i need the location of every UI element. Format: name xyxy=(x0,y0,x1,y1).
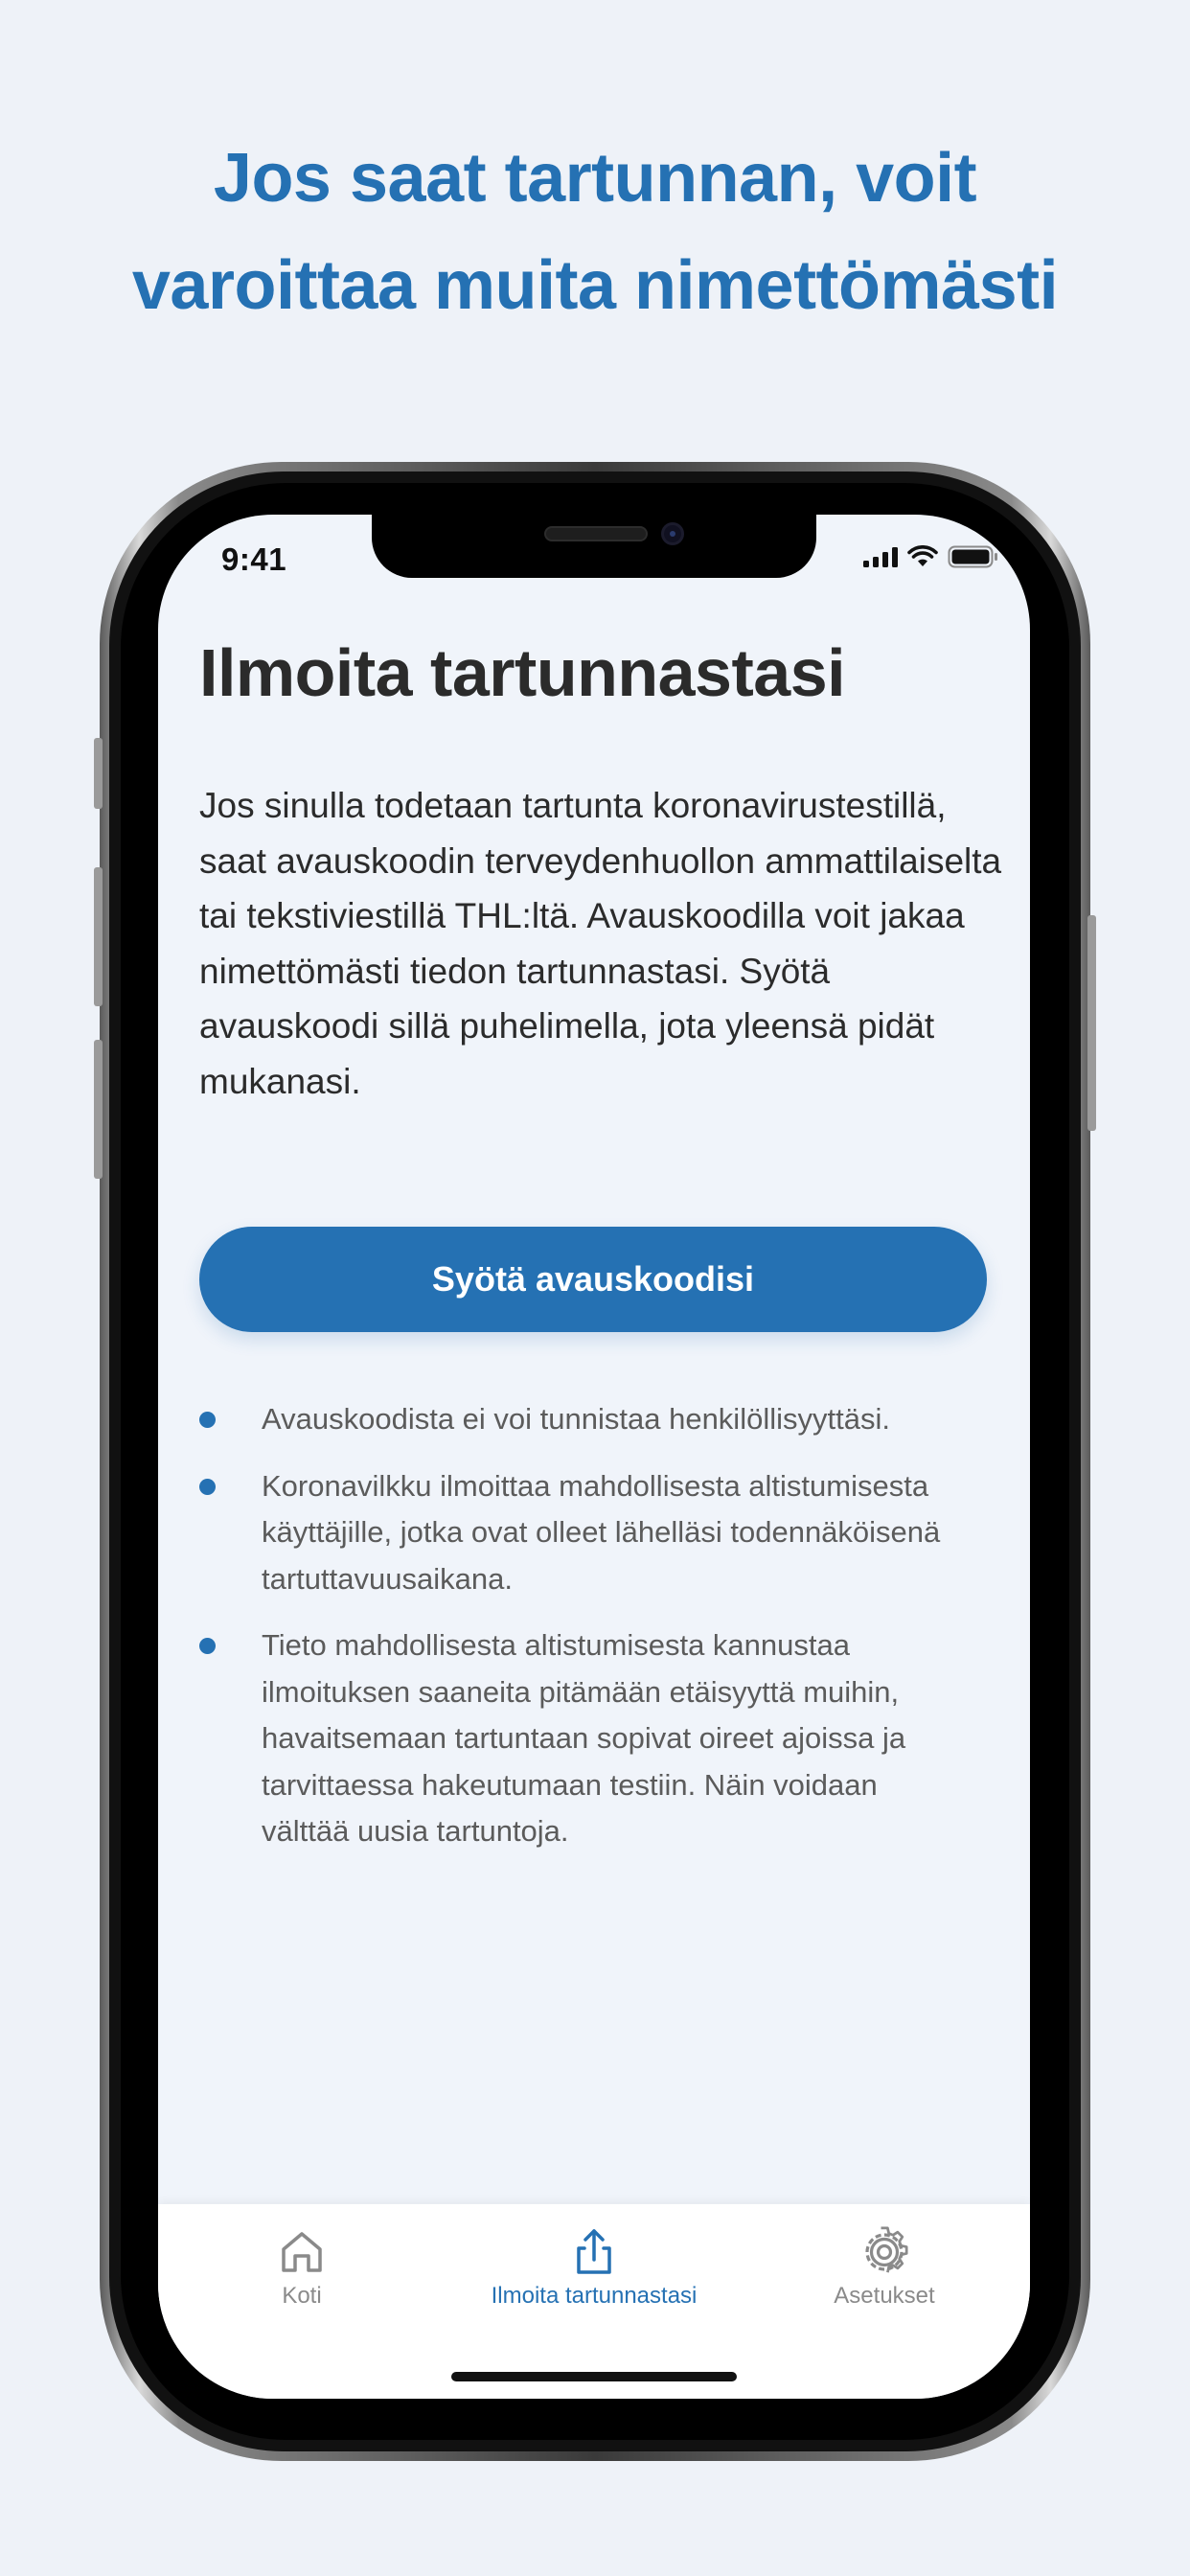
intro-paragraph: Jos sinulla todetaan tartunta koronavirustestillä, saat avauskoodin terveydenhuollon ammattilaiselta tai tekstiviestillä THL:ltä. Avauskoodilla voit jakaa nimettömästi tiedon tartunnastasi. Syötä avauskoodi sillä puhelimella, jota yleensä pidät mukanasi. xyxy=(199,786,1002,1101)
list-item-text: Avauskoodista ei voi tunnistaa henkilöllisyyttäsi. xyxy=(262,1402,890,1436)
enter-code-button[interactable]: Syötä avauskoodisi xyxy=(199,1227,987,1332)
volume-up-button xyxy=(94,867,103,1006)
bullet-dot-icon xyxy=(199,1638,216,1654)
home-icon xyxy=(275,2225,329,2279)
headline-line-1: Jos saat tartunnan, voit xyxy=(213,140,977,217)
bullet-dot-icon xyxy=(199,1479,216,1495)
bullet-dot-icon xyxy=(199,1412,216,1428)
tab-label: Ilmoita tartunnastasi xyxy=(491,2283,698,2309)
list-item xyxy=(199,1622,966,1855)
tab-label: Koti xyxy=(282,2283,322,2309)
tab-home[interactable] xyxy=(158,2225,446,2310)
speaker-grille xyxy=(544,526,648,541)
wifi-icon xyxy=(907,545,938,568)
front-camera xyxy=(661,522,684,545)
list-item xyxy=(199,1463,966,1603)
tab-bar xyxy=(158,2204,1030,2399)
list-item-text: Tieto mahdollisesta altistumisesta kannustaa ilmoituksen saaneita pitämään etäisyyttä muihin, havaitsemaan tartuntaan sopivat oireet ajoissa ja tarvittaessa hakeutumaan testiin. Näin voidaan välttää uusia tartuntoja. xyxy=(262,1628,906,1848)
notch xyxy=(372,515,816,578)
battery-icon xyxy=(948,545,999,568)
marketing-headline xyxy=(0,125,1190,339)
status-time: 9:41 xyxy=(221,541,287,577)
phone-screen xyxy=(158,515,1030,2399)
info-list xyxy=(199,1396,966,1875)
volume-down-button xyxy=(94,1040,103,1179)
status-icons xyxy=(863,545,999,568)
power-button xyxy=(1087,915,1096,1131)
mute-switch xyxy=(94,738,103,809)
headline-line-2: varoittaa muita nimettömästi xyxy=(131,247,1059,324)
list-item-text: Koronavilkku ilmoittaa mahdollisesta altistumisesta käyttäjille, jotka ovat olleet lähelläsi todennäköisenä tartuttavuusaikana. xyxy=(262,1468,941,1596)
list-item xyxy=(199,1396,966,1443)
page-title: Ilmoita tartunnastasi xyxy=(199,635,846,710)
cellular-signal-icon xyxy=(863,546,898,567)
home-indicator[interactable] xyxy=(451,2372,737,2381)
share-upload-icon xyxy=(567,2225,621,2279)
tab-report-infection[interactable] xyxy=(450,2225,738,2310)
tab-label: Asetukset xyxy=(834,2283,935,2309)
gear-icon xyxy=(858,2225,911,2279)
tab-settings[interactable] xyxy=(741,2225,1028,2310)
